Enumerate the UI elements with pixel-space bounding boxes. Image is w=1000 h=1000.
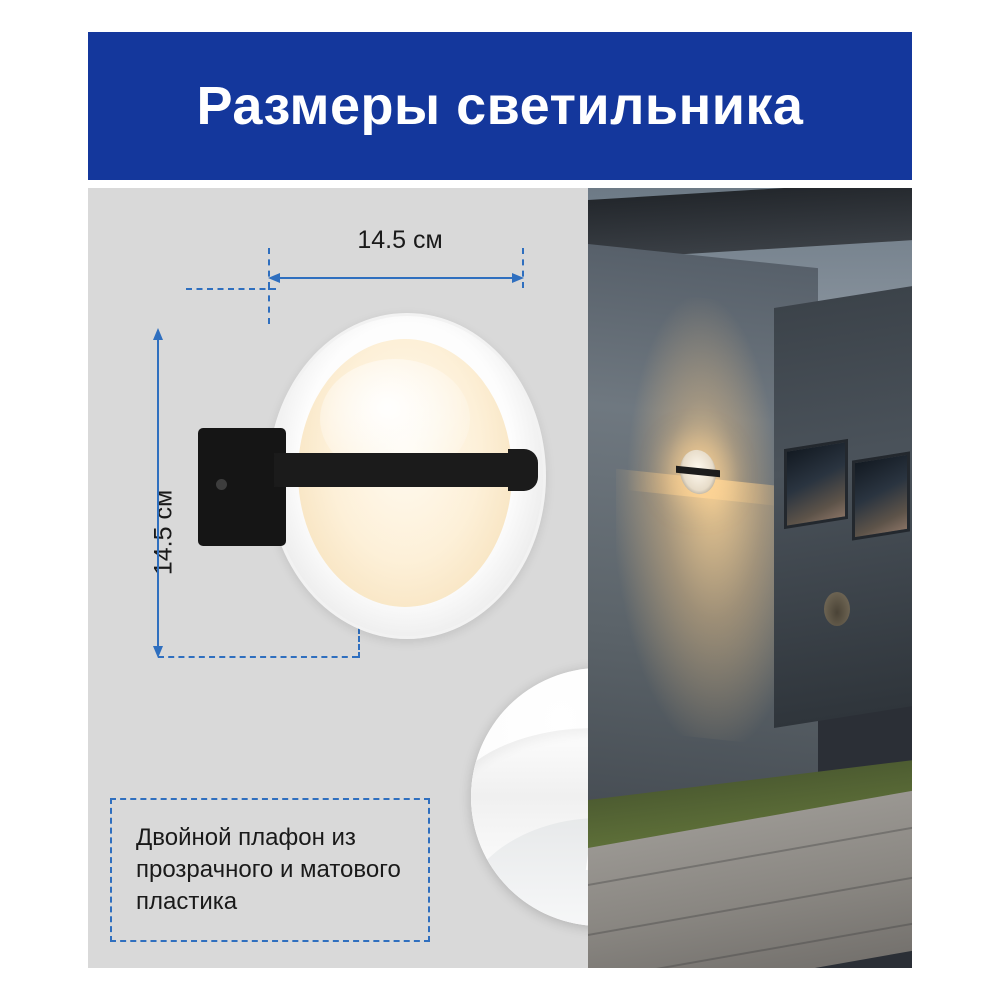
paving-joint: [588, 923, 912, 968]
downward-light-glow: [616, 469, 791, 747]
height-dimension-arrow: [152, 328, 164, 658]
dimension-diagram-panel: [88, 188, 588, 968]
feature-caption-box: [110, 798, 430, 942]
lamp-closeup-photo: [471, 668, 588, 926]
header-banner: [88, 32, 912, 180]
guide-line-top-horizontal: [186, 288, 276, 290]
height-dimension-label: 14.5 см: [149, 489, 178, 576]
tree-silhouette: [824, 592, 850, 626]
page-title: Размеры светильника: [196, 76, 804, 136]
lamp-wall-bracket: [198, 428, 286, 546]
width-dimension-arrow: [268, 271, 524, 283]
content-area: [88, 188, 912, 968]
wall-lamp-illustration: [188, 313, 548, 658]
lamp-center-band: [274, 453, 534, 487]
lamp-band-cap: [508, 449, 538, 491]
feature-caption-text: Двойной плафон из прозрачного и матового пластика: [136, 824, 401, 916]
window-right: [852, 451, 910, 540]
lamp-screw-icon: [216, 479, 227, 490]
installation-photo: [588, 188, 912, 968]
window-left: [784, 439, 848, 529]
paving-joint: [588, 877, 912, 936]
width-dimension-label: 14.5 см: [357, 226, 443, 254]
